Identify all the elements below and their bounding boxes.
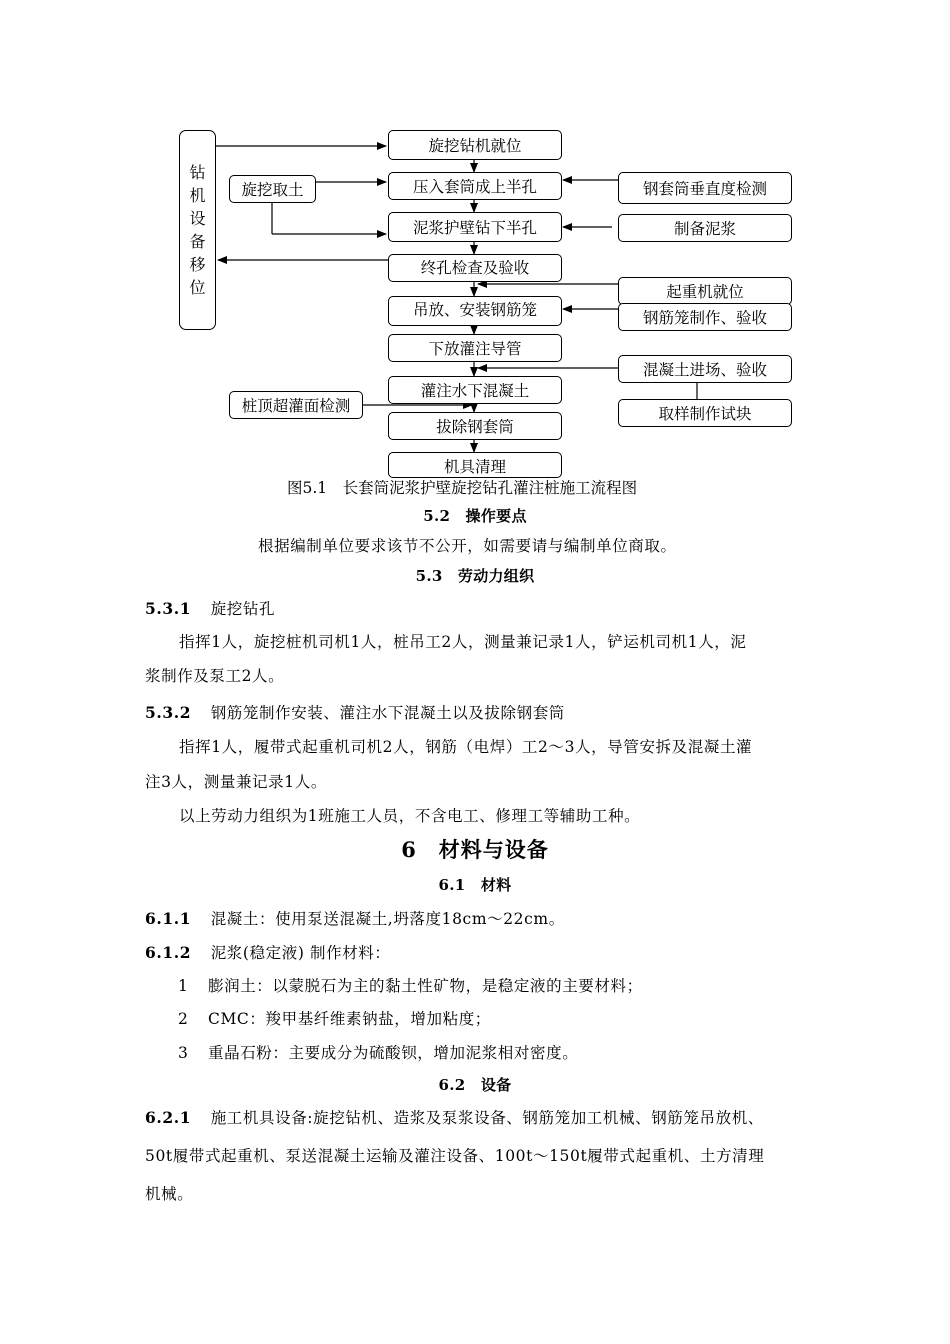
- item-6-1-2: [145, 941, 391, 963]
- material-item: [178, 1041, 578, 1063]
- material-number: 3: [178, 1044, 189, 1062]
- step-rig-positioning: 旋挖钻机就位: [388, 130, 562, 160]
- subsection-title: 旋挖钻孔: [210, 600, 276, 618]
- side-char: 机: [189, 186, 206, 205]
- input-crane-position: 起重机就位: [618, 277, 792, 305]
- input-concrete-arrival: 混凝土进场、验收: [618, 355, 792, 383]
- side-char: 备: [189, 232, 206, 251]
- subsection-title: 钢筋笼制作安装、灌注水下混凝土以及拔除钢套筒: [210, 704, 565, 722]
- side-char: 设: [189, 209, 206, 228]
- input-cage-fabrication: 钢筋笼制作、验收: [618, 303, 792, 331]
- input-sample-cubes: 取样制作试块: [618, 399, 792, 427]
- item-text: 泥浆(稳定液) 制作材料：: [210, 944, 391, 962]
- chapter-6-title: 6 材料与设备: [401, 837, 549, 862]
- paragraph-line: 指挥1人，旋挖桩机司机1人，桩吊工2人，测量兼记录1人，铲运机司机1人，泥: [179, 633, 747, 651]
- item-number: 6.1.2: [145, 943, 192, 962]
- input-pile-top-check: 桩顶超灌面检测: [229, 391, 363, 419]
- section-5-3-title: 5.3 劳动力组织: [415, 567, 535, 585]
- section-6-2-title: 6.2 设备: [438, 1076, 512, 1094]
- step-underwater-concrete: 灌注水下混凝土: [388, 376, 562, 404]
- step-casing-upper-hole: 压入套筒成上半孔: [388, 172, 562, 200]
- material-number: 2: [178, 1010, 189, 1028]
- subsection-number: 5.3.2: [145, 703, 192, 722]
- input-casing-verticality: 钢套筒垂直度检测: [618, 172, 792, 204]
- input-slurry-prep: 制备泥浆: [618, 214, 792, 242]
- step-cage-install: 吊放、安装钢筋笼: [388, 296, 562, 326]
- step-remove-casing: 拔除钢套筒: [388, 412, 562, 440]
- material-text: 重晶石粉：主要成分为硫酸钡，增加泥浆相对密度。: [208, 1044, 579, 1062]
- material-item: [178, 974, 643, 996]
- figure-caption: 图5.1 长套筒泥浆护壁旋挖钻孔灌注桩施工流程图: [287, 479, 638, 497]
- step-equipment-cleanup: 机具清理: [388, 452, 562, 478]
- section-6-1-title: 6.1 材料: [438, 876, 512, 894]
- subsection-5-3-2: [145, 701, 565, 723]
- step-slurry-lower-hole: 泥浆护壁钻下半孔: [388, 212, 562, 242]
- paragraph-line: 机械。: [145, 1185, 194, 1203]
- section-5-2-text: 根据编制单位要求该节不公开，如需要请与编制单位商取。: [258, 537, 677, 555]
- paragraph-line: 注3人，测量兼记录1人。: [145, 773, 327, 791]
- step-tremie-pipe: 下放灌注导管: [388, 334, 562, 362]
- input-rotary-soil: 旋挖取土: [229, 175, 316, 203]
- item-text: 混凝土：使用泵送混凝土,坍落度18cm～22cm。: [210, 910, 565, 928]
- material-text: CMC：羧甲基纤维素钠盐，增加粘度；: [208, 1010, 491, 1028]
- subsection-5-3-1: [145, 597, 275, 619]
- paragraph-line: 浆制作及泵工2人。: [145, 667, 285, 685]
- paragraph-line: 50t履带式起重机、泵送混凝土运输及灌注设备、100t～150t履带式起重机、土方清理: [145, 1147, 765, 1165]
- item-text: 施工机具设备:旋挖钻机、造浆及泵浆设备、钢筋笼加工机械、钢筋笼吊放机、: [210, 1109, 764, 1127]
- step-final-hole-check: 终孔检查及验收: [388, 254, 562, 282]
- subsection-number: 5.3.1: [145, 599, 192, 618]
- side-char: 位: [189, 278, 206, 297]
- paragraph-line: 指挥1人，履带式起重机司机2人，钢筋（电焊）工2～3人，导管安拆及混凝土灌: [179, 738, 753, 756]
- item-number: 6.1.1: [145, 909, 192, 928]
- item-6-2-1: [145, 1106, 764, 1128]
- material-number: 1: [178, 977, 189, 995]
- item-6-1-1: [145, 907, 565, 929]
- side-char: 钻: [189, 163, 206, 182]
- labor-note: 以上劳动力组织为1班施工人员，不含电工、修理工等辅助工种。: [179, 807, 641, 825]
- side-char: 移: [189, 255, 206, 274]
- material-text: 膨润土：以蒙脱石为主的黏土性矿物，是稳定液的主要材料；: [208, 977, 643, 995]
- section-5-2-title: 5.2 操作要点: [423, 507, 527, 525]
- rig-relocation-box: [179, 130, 216, 330]
- item-number: 6.2.1: [145, 1108, 192, 1127]
- material-item: [178, 1007, 491, 1029]
